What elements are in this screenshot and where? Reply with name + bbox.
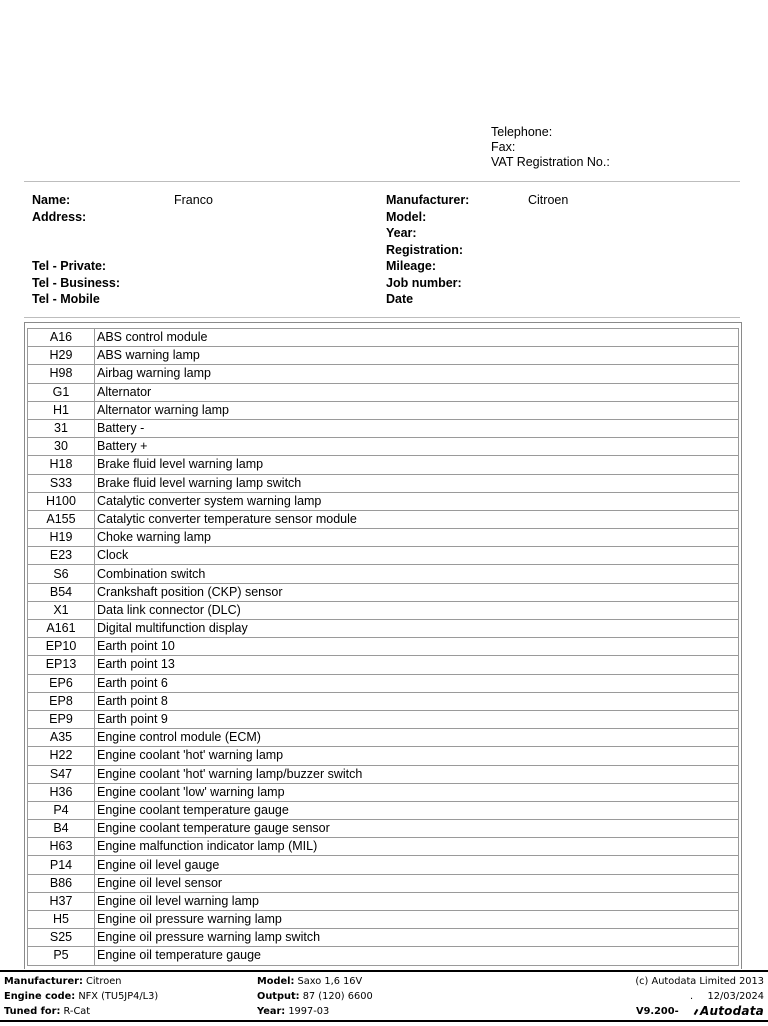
component-name: Engine coolant temperature gauge sensor: [95, 820, 739, 838]
footer: [0, 970, 768, 1026]
component-name: Engine oil temperature gauge: [95, 947, 739, 965]
footer-year-label: Year:: [257, 1006, 286, 1017]
footer-output-value: 87 (120) 6600: [302, 991, 373, 1002]
component-name: Alternator warning lamp: [95, 401, 739, 419]
table-row: [28, 565, 739, 583]
date-label: Date: [386, 292, 414, 306]
table-row: [28, 529, 739, 547]
table-row: [28, 874, 739, 892]
component-name: Engine coolant temperature gauge: [95, 801, 739, 819]
footer-engine-code: [4, 990, 158, 1005]
registration-label: Registration:: [386, 242, 464, 257]
component-name: ABS warning lamp: [95, 347, 739, 365]
component-code: B86: [28, 874, 95, 892]
table-row: [28, 492, 739, 510]
footer-manufacturer-label: Manufacturer:: [4, 976, 83, 987]
table-row: [28, 510, 739, 528]
component-code: A155: [28, 510, 95, 528]
table-row: [28, 892, 739, 910]
customer-labels: [32, 192, 120, 308]
component-table: [27, 328, 739, 966]
component-code: G1: [28, 383, 95, 401]
component-code: B4: [28, 820, 95, 838]
contact-block: [491, 125, 610, 170]
table-row: [28, 620, 739, 638]
table-row: [28, 438, 739, 456]
header-divider: [24, 181, 740, 182]
component-name: Combination switch: [95, 565, 739, 583]
component-code: H19: [28, 529, 95, 547]
autodata-logo-text: Autodata: [700, 1004, 764, 1018]
tel-private-label: Tel - Private:: [32, 259, 107, 273]
manufacturer-label: Manufacturer:: [386, 193, 470, 207]
table-row: [28, 329, 739, 347]
component-code: H22: [28, 747, 95, 765]
component-name: Battery +: [95, 438, 739, 456]
year-label: Year:: [386, 226, 417, 240]
table-row: [28, 692, 739, 710]
name-value: Franco: [174, 193, 213, 207]
component-name: Data link connector (DLC): [95, 601, 739, 619]
component-code: H98: [28, 365, 95, 383]
table-row: [28, 638, 739, 656]
component-code: EP10: [28, 638, 95, 656]
table-row: [28, 765, 739, 783]
component-name: Brake fluid level warning lamp: [95, 456, 739, 474]
table-row: [28, 401, 739, 419]
footer-version: V9.200-: [636, 1006, 679, 1017]
component-code: H37: [28, 892, 95, 910]
job-number-label: Job number:: [386, 275, 462, 290]
component-name: Choke warning lamp: [95, 529, 739, 547]
component-code: H36: [28, 783, 95, 801]
component-code: H5: [28, 911, 95, 929]
component-code: P14: [28, 856, 95, 874]
component-code: S33: [28, 474, 95, 492]
tel-business-label: Tel - Business:: [32, 275, 120, 290]
component-code: B54: [28, 583, 95, 601]
component-name: Clock: [95, 547, 739, 565]
footer-tuned-for-label: Tuned for:: [4, 1006, 61, 1017]
component-name: Alternator: [95, 383, 739, 401]
component-name: Catalytic converter temperature sensor module: [95, 510, 739, 528]
footer-output: [257, 990, 373, 1005]
footer-year: [257, 1005, 329, 1020]
table-row: [28, 474, 739, 492]
table-row: [28, 838, 739, 856]
component-code: S47: [28, 765, 95, 783]
table-row: [28, 801, 739, 819]
component-name: Earth point 8: [95, 692, 739, 710]
component-table-frame: [24, 322, 742, 969]
component-code: X1: [28, 601, 95, 619]
component-code: 31: [28, 419, 95, 437]
component-name: Crankshaft position (CKP) sensor: [95, 583, 739, 601]
component-name: Engine coolant 'hot' warning lamp/buzzer switch: [95, 765, 739, 783]
component-name: Airbag warning lamp: [95, 365, 739, 383]
vehicle-values: [528, 192, 568, 209]
tel-mobile-label: Tel - Mobile: [32, 292, 100, 306]
component-name: Engine control module (ECM): [95, 729, 739, 747]
component-name: Engine oil pressure warning lamp: [95, 911, 739, 929]
component-code: H1: [28, 401, 95, 419]
component-code: P5: [28, 947, 95, 965]
footer-tuned-for-value: R-Cat: [63, 1006, 91, 1017]
footer-engine-code-value: NFX (TU5JP4/L3): [78, 991, 159, 1002]
component-name: Battery -: [95, 419, 739, 437]
footer-manufacturer-value: Citroen: [86, 976, 122, 987]
name-label: Name:: [32, 193, 71, 207]
autodata-logo: [693, 1004, 764, 1021]
component-name: Engine oil pressure warning lamp switch: [95, 929, 739, 947]
telephone-label: Telephone:: [491, 125, 553, 139]
table-row: [28, 456, 739, 474]
table-row: [28, 347, 739, 365]
footer-engine-code-label: Engine code:: [4, 991, 76, 1002]
component-code: S25: [28, 929, 95, 947]
footer-date-dot: .: [690, 991, 694, 1002]
component-name: Brake fluid level warning lamp switch: [95, 474, 739, 492]
component-code: EP13: [28, 656, 95, 674]
footer-date: 12/03/2024: [707, 991, 764, 1002]
footer-bottom-rule: [0, 1020, 768, 1022]
component-name: Engine oil level sensor: [95, 874, 739, 892]
component-code: S6: [28, 565, 95, 583]
table-row: [28, 383, 739, 401]
table-row: [28, 747, 739, 765]
footer-model-label: Model:: [257, 976, 295, 987]
footer-model-value: Saxo 1,6 16V: [297, 976, 363, 987]
component-table-body: [28, 329, 739, 966]
component-name: Earth point 13: [95, 656, 739, 674]
component-name: Engine malfunction indicator lamp (MIL): [95, 838, 739, 856]
component-code: A161: [28, 620, 95, 638]
footer-model: [257, 975, 362, 990]
component-code: A16: [28, 329, 95, 347]
footer-output-label: Output:: [257, 991, 300, 1002]
component-code: 30: [28, 438, 95, 456]
table-row: [28, 947, 739, 965]
table-row: [28, 419, 739, 437]
address-label: Address:: [32, 209, 87, 224]
component-code: EP6: [28, 674, 95, 692]
vat-registration-label: VAT Registration No.:: [491, 155, 610, 169]
component-name: Earth point 9: [95, 710, 739, 728]
component-name: Catalytic converter system warning lamp: [95, 492, 739, 510]
component-code: H18: [28, 456, 95, 474]
component-code: EP8: [28, 692, 95, 710]
table-row: [28, 911, 739, 929]
footer-manufacturer: [4, 975, 121, 990]
component-name: Engine oil level gauge: [95, 856, 739, 874]
component-code: H100: [28, 492, 95, 510]
table-row: [28, 583, 739, 601]
component-name: ABS control module: [95, 329, 739, 347]
component-code: E23: [28, 547, 95, 565]
component-code: A35: [28, 729, 95, 747]
table-row: [28, 856, 739, 874]
mileage-label: Mileage:: [386, 259, 437, 273]
component-name: Digital multifunction display: [95, 620, 739, 638]
component-code: H63: [28, 838, 95, 856]
footer-year-value: 1997-03: [288, 1006, 330, 1017]
component-code: P4: [28, 801, 95, 819]
footer-copyright: (c) Autodata Limited 2013: [635, 976, 764, 987]
component-code: H29: [28, 347, 95, 365]
table-row: [28, 601, 739, 619]
table-row: [28, 710, 739, 728]
logo-slash-icon: [694, 1009, 699, 1015]
component-name: Engine coolant 'low' warning lamp: [95, 783, 739, 801]
table-row: [28, 729, 739, 747]
component-name: Earth point 6: [95, 674, 739, 692]
footer-tuned-for: [4, 1005, 90, 1020]
table-row: [28, 820, 739, 838]
table-row: [28, 783, 739, 801]
component-code: EP9: [28, 710, 95, 728]
fax-label: Fax:: [491, 140, 516, 154]
table-row: [28, 656, 739, 674]
info-divider: [24, 317, 740, 318]
model-label: Model:: [386, 209, 427, 224]
component-name: Engine oil level warning lamp: [95, 892, 739, 910]
vehicle-labels: [386, 192, 469, 308]
component-name: Engine coolant 'hot' warning lamp: [95, 747, 739, 765]
manufacturer-value: Citroen: [528, 193, 569, 207]
table-row: [28, 365, 739, 383]
table-row: [28, 547, 739, 565]
component-name: Earth point 10: [95, 638, 739, 656]
table-row: [28, 929, 739, 947]
table-row: [28, 674, 739, 692]
customer-values: [174, 192, 213, 209]
